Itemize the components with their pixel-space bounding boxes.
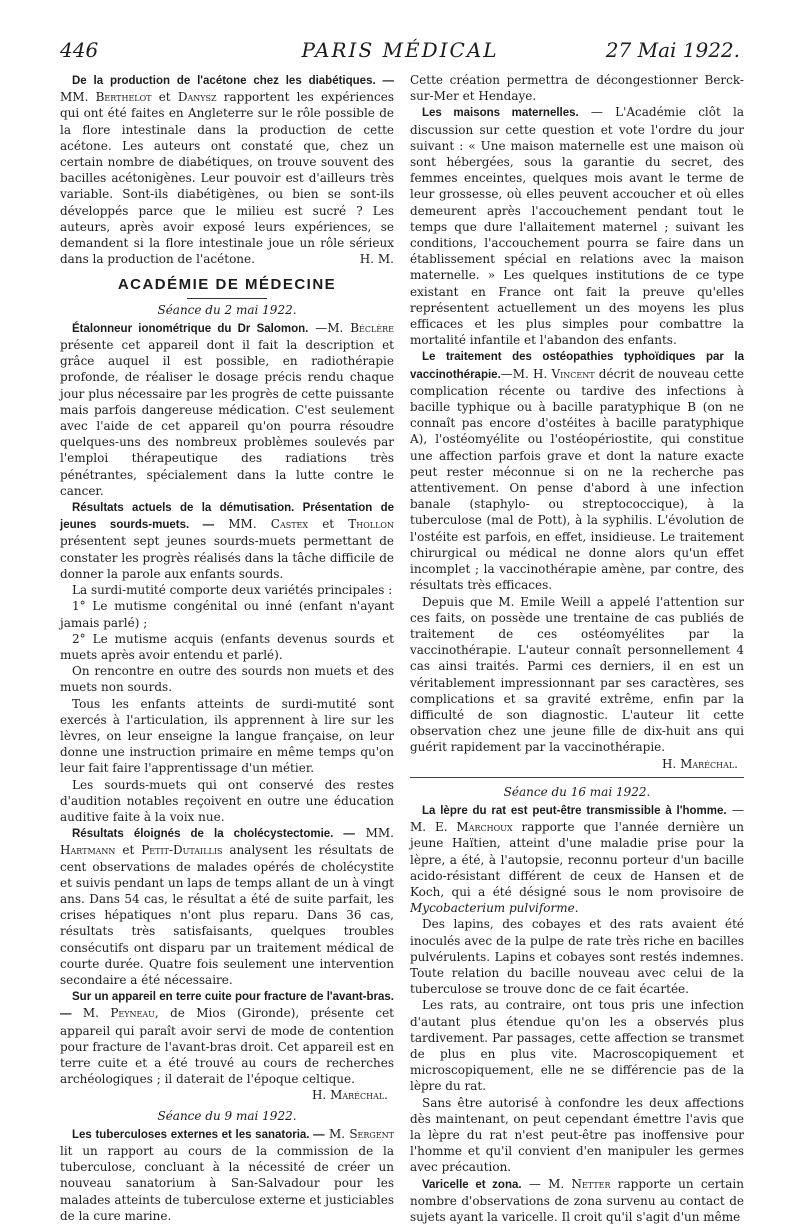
article-title: Sur un appareil en terre cuite pour fracture de l'avant-bras. — [60,991,394,1021]
article-demutisation: Résultats actuels de la démutisation. Présentation de jeunes sourds-muets. — MM. Castex et Thollon présentent sept jeunes sourds-muets permettant de constater les progrès réalisés dans la tâche difficile de donner la parole aux enfants sourds. [60,502,394,581]
paragraph: Sans être autorisé à confondre les deux affections dès maintenant, on peut cependant émettre l'avis que la lèpre du rat n'est peut-être pas inoffensive pour l'homme et qu'il convient d'en manipuler les germes avec précaution. [410,1095,744,1175]
author-name: Hartmann [60,843,116,858]
article-maisons [410,104,744,348]
author-name: Sergent [349,1126,394,1141]
article-title: Les tuberculoses externes et les sanatoria. — [72,1128,325,1141]
article-title: Résultats éloignés de la cholécystectomie. — [72,828,355,841]
article-etalonneur: Étalonneur ionométrique du Dr Salomon. —M. Béclère présente cet appareil dont il fait la description et grâce auquel il est possible, en radiothérapie profonde, de réaliser le dosage précis rendu chaque jour plus nécessaire par les progrès de cette puissante mais parfois dangereuse médication. C'est seulement avec l'aide de cet appareil qu'on pourra résoudre quelques-uns des nombreux problèmes soulevés par l'emploi thérapeutique des radiations très pénétrantes, spécialement dans la lutte contre le cancer. [60,320,394,498]
article-lepre: La lèpre du rat est peut-être transmissible à l'homme. — M. E. Marchoux rapporte que l'année dernière un jeune Haïtien, atteint d'une maladie prise pour la lèpre, a été, à l'autopsie, reconnu porteur d'un bacille acido-résistant différent de ceux de Hansen et de Koch, qui a été désigné sous le nom provisoire de Mycobacterium pulviforme. [410,802,744,916]
article-body: lit un rapport au cours de la commission de la tuberculose, concluant à la nécessité de créer un nouveau sanatorium à San-Salvadour pour les malades atteints de tuberculose externe et justiciables de la cure marine. [60,1144,394,1223]
author-name: Marchoux [456,820,513,835]
article-title: De la production de l'acétone chez les diabétiques. — [72,75,394,87]
species-name: Mycobacterium pulviforme. [410,901,579,916]
article-body: rapporte un certain nombre d'observations de zona survenu au contact de sujets ayant la varicelle. Il croit qu'il s'agit d'un même [410,1176,744,1225]
section-rule [187,298,267,299]
article-body: — L'Académie clôt la discussion sur cette question et vote l'ordre du jour suivant : « Une maison maternelle est une maison où sont hébergées, sous la garantie du secret, des femmes enceintes, quelques mois avant le terme de leur grossesse, où elles peuvent accoucher et où elles demeurent après l'accouchement pendant tout le temps que dure l'allaitement maternel ; suivant les conditions, l'accouchement pourra se faire dans un établissement spécial en relations avec la maison maternelle. » Les quelques institutions de ce type existant en France ont fait la preuve qu'elles représentent actuellement un des moyens les plus efficaces et les plus simples pour combattre la mortalité infantile et l'abandon des enfants. [410,105,744,348]
session-date: Séance du 2 mai 1922. [157,302,297,317]
paragraph-continuation: Cette création permettra de décongestionner Berck-sur-Mer et Hendaye. [410,73,744,104]
page-number: 446 [60,38,99,62]
article-osteopathies: Le traitement des ostéopathies typhoïdiques par la vaccinothérapie.—M. H. Vincent décrit de nouveau cette complication récente ou tardive des infections à bacille typhique ou à bacille paratyphique B (on ne connaît pas encore d'ostéites à bacille paratyphique A), l'ostéomyélite ou l'ostéopériostite, qui constitue une affection parfois grave et dont la nature exacte peut rester méconnue si on ne la recherche pas attentivement. On pense d'abord à une infection banale (staphylo- ou streptococcique), à la tuberculose (mal de Pott), à la syphilis. L'évolution de l'ostéite est parfois, en effet, insidieuse. Le traitement chirurgical ou médical ne donne alors qu'un effet incomplet ; la vaccinothérapie amène, par contre, des résultats très efficaces. [410,351,744,593]
author-name: Danysz [177,90,217,105]
session-date: Séance du 9 mai 1922. [157,1108,297,1123]
article-body: décrit de nouveau cette complication récente ou tardive des infections à bacille typhique ou à bacille paratyphique B (on ne connaît pas encore d'ostéites à bacille paratyphique A), l'ostéomyélite ou l'ostéopériostite, qui constitue une affection parfois grave et dont la nature exacte peut rester méconnue si on ne la recherche pas attentivement. On pense d'abord à une infection banale (staphylo- ou streptococcique), à la tuberculose (mal de Pott), à la syphilis. L'évolution de l'ostéite est parfois, en effet, insidieuse. Le traitement chirurgical ou médical ne donne alors qu'un effet incomplet ; la vaccinothérapie amène, par contre, des résultats très efficaces. [410,366,744,593]
article-title: Étalonneur ionométrique du Dr Salomon. [72,322,309,335]
article-appareil: Sur un appareil en terre cuite pour fracture de l'avant-bras. — M. Peyneau, de Mios (Gironde), présente cet appareil qui paraît avoir servi de mode de contention pour fracture de l'avant-bras droit. Cet appareil est en terre cuite et a été trouvé au cours de recherches archéologiques ; il daterait de l'époque celtique. [60,991,394,1087]
article-body: rapporte que l'année dernière un jeune Haïtien, atteint d'une maladie prise pour la lèpre, a été, à l'autopsie, reconnu porteur d'un bacille acido-résistant différent de ceux de Hansen et de Koch, qui a été désigné sous le nom provisoire de [410,820,744,899]
journal-title: PARIS MÉDICAL [301,38,499,62]
paragraph: Depuis que M. Emile Weill a appelé l'attention sur ces faits, on possède une trentaine de cas publiés de traitement de ces ostéomyélites par la vaccinothérapie. L'auteur connaît personnellement 4 cas ainsi traités. Parmi ces derniers, il en est un véritablement impressionnant par ses caractères, ses complications et sa gravité extrême, enfin par la difficulté de son diagnostic. L'auteur lit cette observation chez une jeune fille de dix-huit ans qui guérit rapidement par la vaccinothérapie. [410,594,744,755]
left-column [60,72,394,1224]
article-body: présente cet appareil dont il fait la description et grâce auquel il est possible, en radiothérapie profonde, de réaliser le dosage précis rendu chaque jour plus nécessaire par les progrès de cette puissante mais parfois dangereuse médication. C'est seulement avec l'aide de cet appareil qu'on pourra résoudre quelques-uns des nombreux problèmes soulevés par l'emploi thérapeutique des radiations très pénétrantes, spécialement dans la lutte contre le cancer. [60,338,394,498]
section-title: ACADÉMIE DE MÉDECINE [117,276,337,294]
author-name: Netter [571,1176,611,1191]
article-body: présentent sept jeunes sourds-muets permettant de constater les progrès réalisés dans la tâche difficile de donner la parole aux enfants sourds. [60,534,394,581]
signature: H. Maréchal. [311,1088,388,1103]
list-item: 1° Le mutisme congénital ou inné (enfant n'ayant jamais parlé) ; [60,599,394,630]
author-name: Castex [270,517,309,532]
right-column [410,72,744,1225]
list-item: 2° Le mutisme acquis (enfants devenus sourds et muets après avoir entendu et parlé). [60,631,394,662]
paragraph: Les sourds-muets qui ont conservé des restes d'audition notables reçoivent en outre une éducation auditive faite à la voix nue. [60,777,394,824]
author-name: Béclère [350,320,394,335]
paragraph: La surdi-mutité comporte deux variétés principales : [72,583,393,598]
article-tuberculoses: Les tuberculoses externes et les sanatoria. — M. Sergent lit un rapport au cours de la commission de la tuberculose, concluant à la nécessité de créer un nouveau sanatorium à San-Salvadour pour les malades atteints de tuberculose externe et justiciables de la cure marine. [60,1126,394,1223]
author-name: Berthelot [95,90,152,105]
signature: H. M. [359,252,394,267]
column-rule [410,777,744,784]
running-header [60,38,740,68]
article-title: La lèpre du rat est peut-être transmissible à l'homme. [422,804,727,817]
article-title: Le traitement des ostéopathies typhoïdiques par la vaccinothérapie. [410,351,744,381]
author-name: Vincent [551,366,595,381]
paragraph: Des lapins, des cobayes et des rats avaient été inoculés avec de la pulpe de rate très riche en bacilles pulvérulents. Lapins et cobayes sont restés indemnes. Toute relation du bacille nouveau avec celui de la tuberculose se trouve donc de ce fait écartée. [410,917,744,997]
author-name: Petit-Dutaillis [141,843,223,858]
session-date: Séance du 16 mai 1922. [503,784,651,799]
article-body: , de Mios (Gironde), présente cet appareil qui paraît avoir servi de mode de contention pour fracture de l'avant-bras droit. Cet appareil est en terre cuite et a été trouvé au cours de recherches archéologiques ; il daterait de l'époque celtique. [60,1006,394,1087]
article-cholecystectomie: Résultats éloignés de la cholécystectomie. — MM. Hartmann et Petit-Dutaillis analysent les résultats de cent observations de malades opérés de cholécystite et suivis pendant un laps de temps allant de un à vingt ans. Dans 54 cas, le résultat a été de suite parfait, les crises hépatiques n'ont plus reparu. Dans 36 cas, résultats très satisfaisants, quelques troubles consécutifs ont disparu par un traitement médical de courte durée. Quatre fois seulement une intervention secondaire a été nécessaire. [60,826,394,987]
paragraph: On rencontre en outre des sourds non muets et des muets non sourds. [60,664,394,695]
article-title: Varicelle et zona. [422,1178,522,1191]
article-title: Résultats actuels de la démutisation. Présentation de jeunes sourds-muets. — [60,502,394,532]
signature: H. Maréchal. [661,756,738,771]
paragraph: Tous les enfants atteints de surdi-mutité sont exercés à l'articulation, ils apprennent à lire sur les lèvres, on leur enseigne la langue française, on leur donne une instruction primaire en même temps qu'on leur fait faire l'apprentissage d'un métier. [60,696,394,776]
author-name: Thollon [348,517,394,532]
author-name: Peyneau [110,1006,155,1021]
issue-date: 27 Mai 1922. [605,38,740,62]
article-title: Les maisons maternelles. [422,107,579,120]
paragraph: Les rats, au contraire, ont tous pris une infection d'autant plus étendue qu'on les a observés plus tardivement. Par passages, cette affection se transmet de plus en plus vite. Macroscopiquement et microscopiquement, elle ne se différencie pas de la lèpre du rat. [410,998,744,1094]
article-acetone: De la production de l'acétone chez les diabétiques. — MM. Berthelot et Danysz rapportent les expériences qui ont été faites en Angleterre sur le rôle possible de la flore intestinale dans la production de cette acétone. Les auteurs ont constaté que, chez un certain nombre de diabétiques, on trouve souvent des bacilles acétonigènes. Leur pouvoir est d'ailleurs très variable. Sont-ils diabétigènes, ou bien se sont-ils développés parce que le milieu est sucré ? Les auteurs, après avoir exposé leurs expériences, se demandent si la flore intestinale joue un rôle sérieux dans la production de l'acétone. H. M. [60,75,394,267]
article-varicelle: Varicelle et zona. — M. Netter rapporte un certain nombre d'observations de zona survenu au contact de sujets ayant la varicelle. Il croit qu'il s'agit d'un même [410,1176,744,1225]
article-body: rapportent les expériences qui ont été faites en Angleterre sur le rôle possible de la flore intestinale dans la production de cette acétone. Les auteurs ont constaté que, chez un certain nombre de diabétiques, on trouve souvent des bacilles acétonigènes. Leur pouvoir est d'ailleurs très variable. Sont-ils diabétigènes, ou bien se sont-ils développés parce que le milieu est sucré ? Les auteurs, après avoir exposé leurs expériences, se demandent si la flore intestinale joue un rôle sérieux dans la production de l'acétone. [60,90,394,267]
article-body: analysent les résultats de cent observations de malades opérés de cholécystite et suivis pendant un laps de temps allant de un à vingt ans. Dans 54 cas, le résultat a été de suite parfait, les crises hépatiques n'ont plus reparu. Dans 36 cas, résultats très satisfaisants, quelques troubles consécutifs ont disparu par un traitement médical de courte durée. Quatre fois seulement une intervention secondaire a été nécessaire. [60,843,394,987]
